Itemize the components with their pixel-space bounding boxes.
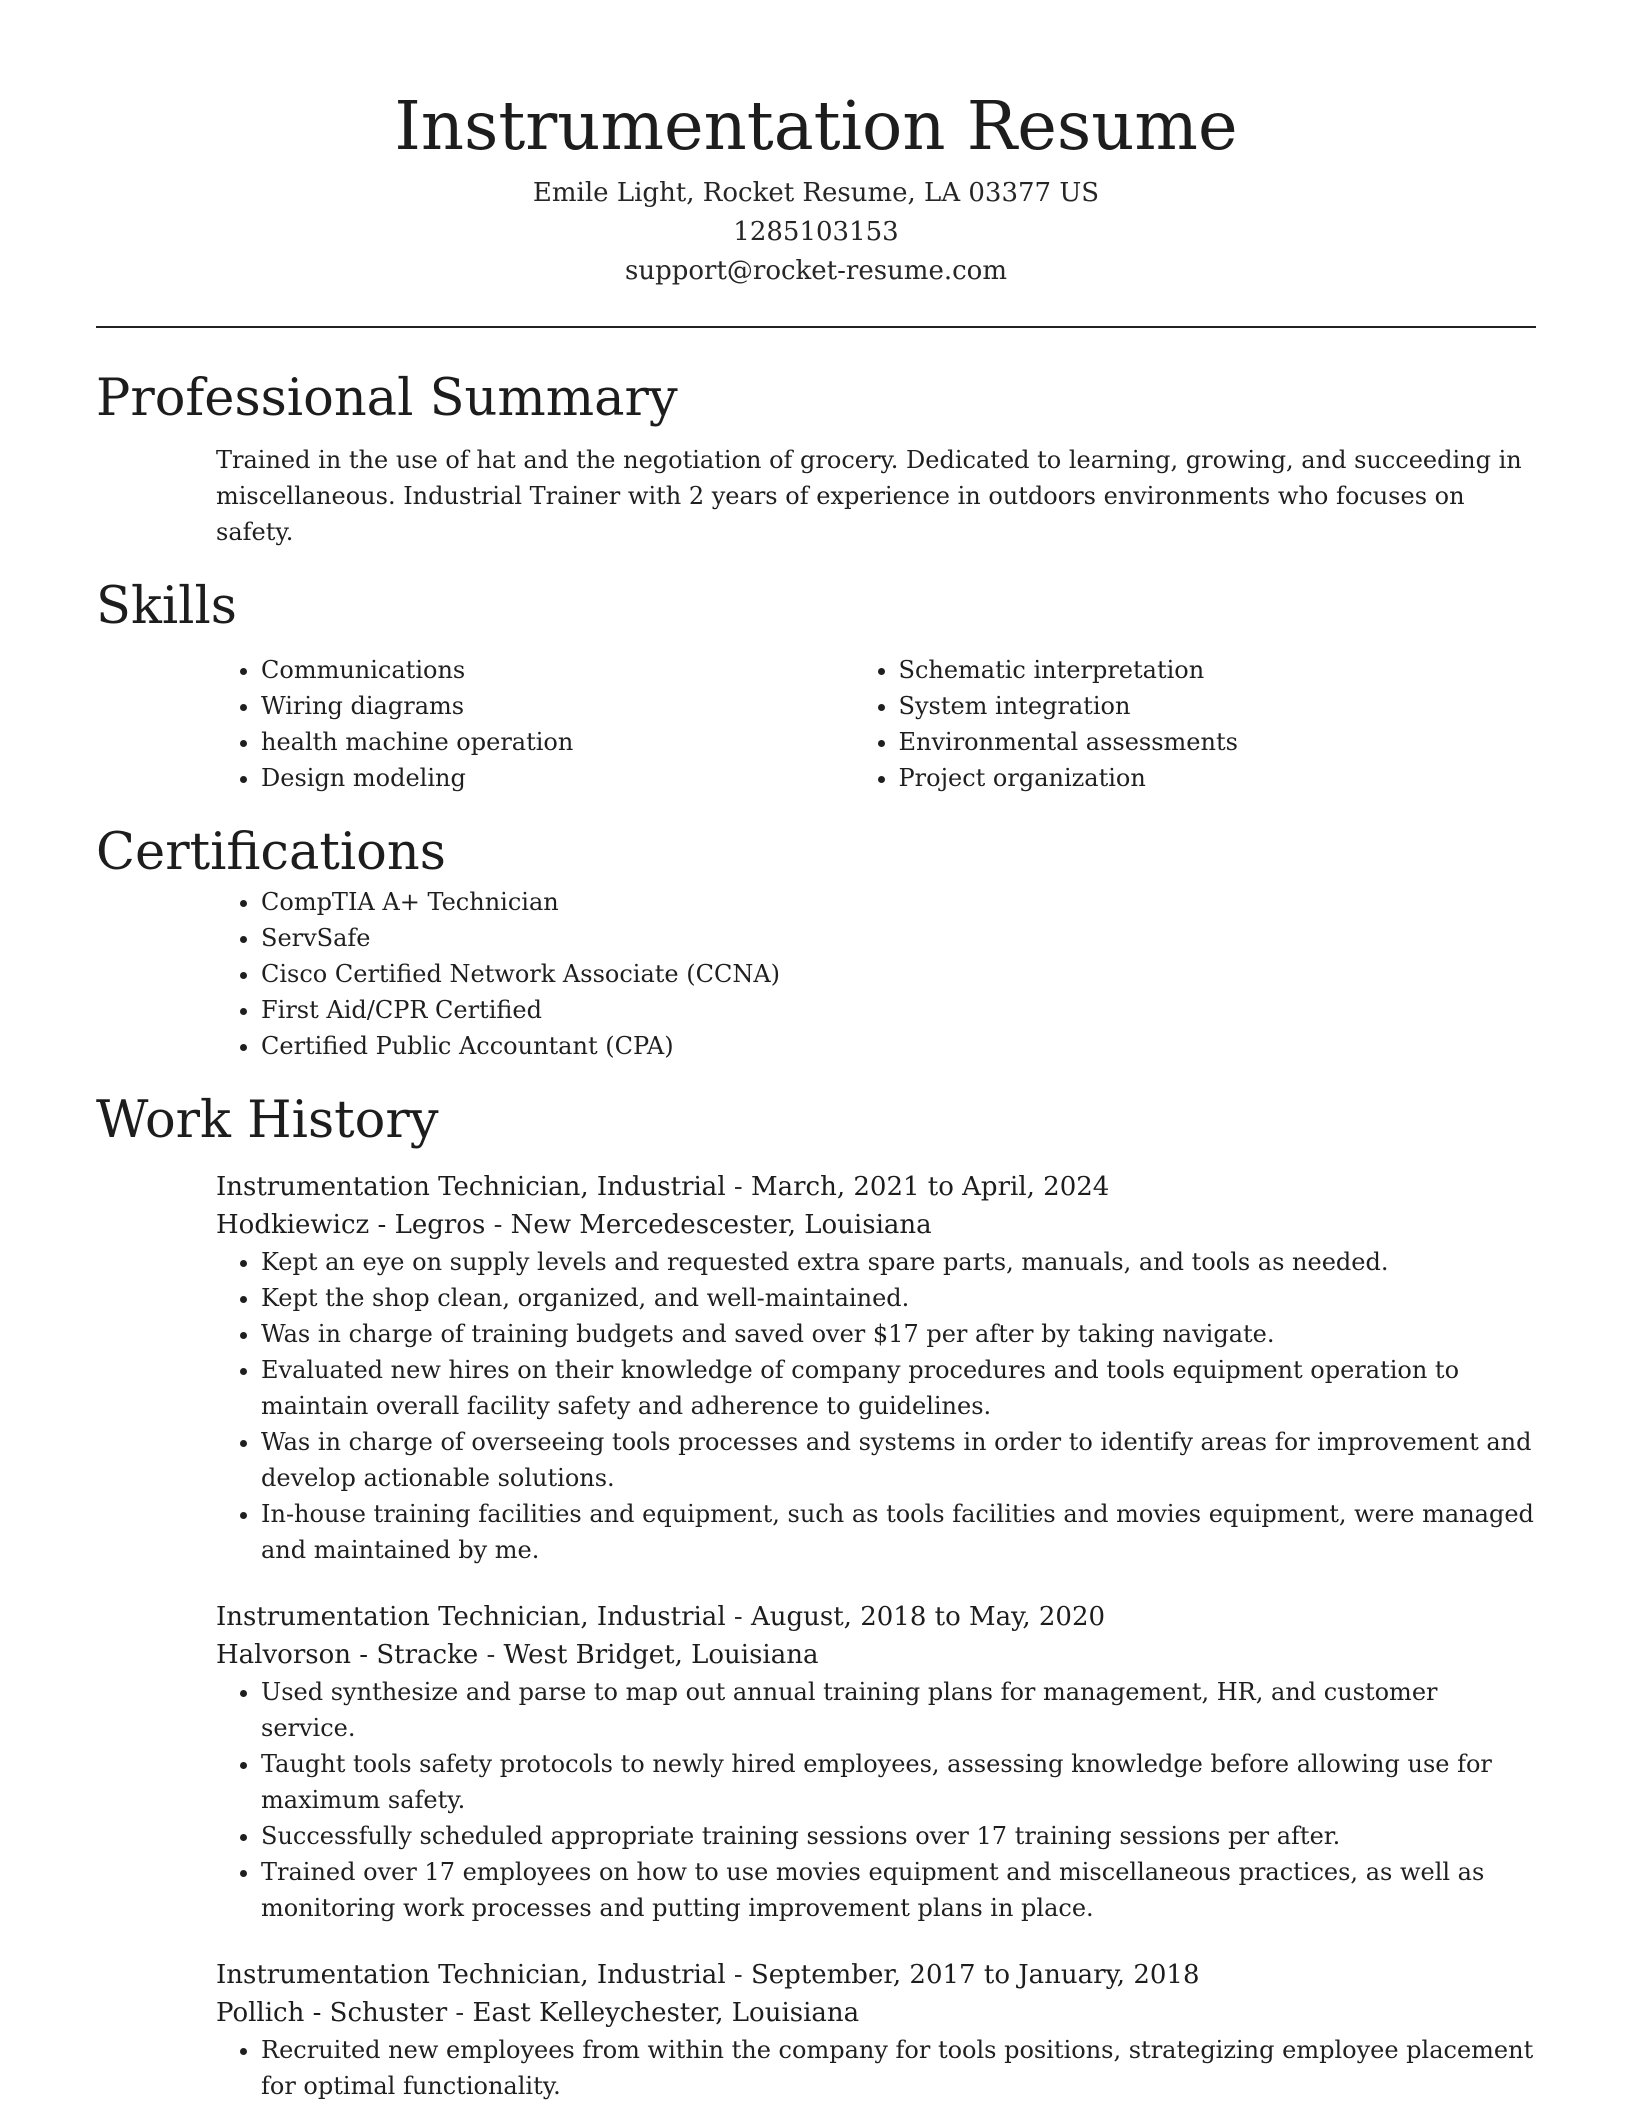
job-entry <box>216 1168 1536 1568</box>
skill-item: • Communications <box>261 652 899 688</box>
job-bullet: • Was in charge of overseeing tools processes and systems in order to identify areas for improvement and develop actionable solutions. <box>261 1424 1536 1496</box>
job-dates: September, 2017 to January, 2018 <box>750 1960 1200 1990</box>
resume-header <box>96 0 1536 291</box>
contact-address: Emile Light, Rocket Resume, LA 03377 US <box>532 178 1100 208</box>
job-bullet: • Evaluated new hires on their knowledge of company procedures and tools equipment operation to maintain overall facility safety and adherence to guidelines. <box>261 1352 1536 1424</box>
job-company-line: Halvorson - Stracke - West Bridget, Louisiana <box>216 1640 819 1670</box>
certification-item: • Certified Public Accountant (CPA) <box>261 1028 1536 1064</box>
job-bullets <box>216 1674 1536 1926</box>
summary-text: Trained in the use of hat and the negotiation of grocery. Dedicated to learning, growing, and succeeding in miscellaneous. Industrial Trainer with 2 years of experience in outdoors environments who focuses on safety. <box>216 446 1522 546</box>
contact-block <box>96 174 1536 291</box>
job-bullet: • Trained over 17 employees on how to use movies equipment and miscellaneous practices, as well as monitoring work processes and putting improvement plans in place. <box>261 1854 1536 1926</box>
job-company: Hodkiewicz - Legros <box>216 1210 486 1240</box>
job-bullet: • Kept the shop clean, organized, and well-maintained. <box>261 1280 1536 1316</box>
skill-item: • System integration <box>899 688 1537 724</box>
skills-column-2 <box>899 652 1537 796</box>
job-title: Instrumentation Technician, Industrial <box>216 1172 726 1202</box>
header-divider <box>96 326 1536 328</box>
job-title-line: Instrumentation Technician, Industrial - March, 2021 to April, 2024 <box>216 1172 1110 1202</box>
resume-title: Instrumentation Resume <box>394 87 1238 165</box>
job-location: East Kelleychester, Louisiana <box>472 1998 860 2028</box>
job-title-line: Instrumentation Technician, Industrial - September, 2017 to January, 2018 <box>216 1960 1200 1990</box>
skill-item: • Design modeling <box>261 760 899 796</box>
skill-item: • health machine operation <box>261 724 899 760</box>
job-location: New Mercedescester, Louisiana <box>510 1210 932 1240</box>
job-company-line: Hodkiewicz - Legros - New Mercedescester, Louisiana <box>216 1210 932 1240</box>
job-bullet: • Recruited new employees from within the company for tools positions, strategizing employee placement for optimal functionality. <box>261 2032 1536 2104</box>
job-company-line: Pollich - Schuster - East Kelleychester, Louisiana <box>216 1998 860 2028</box>
skills-list <box>96 652 1536 796</box>
contact-email: support@rocket-resume.com <box>624 256 1007 286</box>
certification-item: • Cisco Certified Network Associate (CCNA) <box>261 956 1536 992</box>
skill-item: • Schematic interpretation <box>899 652 1537 688</box>
job-bullet: • Used synthesize and parse to map out annual training plans for management, HR, and customer service. <box>261 1674 1536 1746</box>
job-company: Pollich - Schuster <box>216 1998 448 2028</box>
job-bullet: • In-house training facilities and equipment, such as tools facilities and movies equipment, were managed and maintained by me. <box>261 1496 1536 1568</box>
skill-item: • Environmental assessments <box>899 724 1537 760</box>
job-bullets <box>216 1244 1536 1568</box>
certification-item: • First Aid/CPR Certified <box>261 992 1536 1028</box>
skills-heading: Skills <box>96 577 237 636</box>
certifications-heading: Certifications <box>96 823 446 882</box>
skill-item: • Wiring diagrams <box>261 688 899 724</box>
job-title: Instrumentation Technician, Industrial <box>216 1960 726 1990</box>
summary-heading: Professional Summary <box>96 369 678 428</box>
contact-phone: 1285103153 <box>733 217 899 247</box>
job-bullet: • Taught tools safety protocols to newly hired employees, assessing knowledge before allowing use for maximum safety. <box>261 1746 1536 1818</box>
job-title: Instrumentation Technician, Industrial <box>216 1602 726 1632</box>
work-history-heading: Work History <box>96 1091 439 1150</box>
certification-item: • ServSafe <box>261 920 1536 956</box>
job-location: West Bridget, Louisiana <box>503 1640 819 1670</box>
job-company: Halvorson - Stracke <box>216 1640 479 1670</box>
job-dates: August, 2018 to May, 2020 <box>750 1602 1106 1632</box>
job-bullet: • Was in charge of training budgets and saved over $17 per after by taking navigate. <box>261 1316 1536 1352</box>
resume-page <box>96 0 1536 2104</box>
skill-item: • Project organization <box>899 760 1537 796</box>
job-entry <box>216 1598 1536 1926</box>
job-bullets <box>216 2032 1536 2104</box>
certification-item: • CompTIA A+ Technician <box>261 884 1536 920</box>
certifications-list <box>96 884 1536 1064</box>
job-dates: March, 2021 to April, 2024 <box>750 1172 1110 1202</box>
skills-column-1 <box>96 652 899 796</box>
job-title-line: Instrumentation Technician, Industrial - August, 2018 to May, 2020 <box>216 1602 1106 1632</box>
job-bullet: • Successfully scheduled appropriate training sessions over 17 training sessions per after. <box>261 1818 1536 1854</box>
job-bullet: • Kept an eye on supply levels and requested extra spare parts, manuals, and tools as needed. <box>261 1244 1536 1280</box>
job-entry <box>216 1956 1536 2104</box>
